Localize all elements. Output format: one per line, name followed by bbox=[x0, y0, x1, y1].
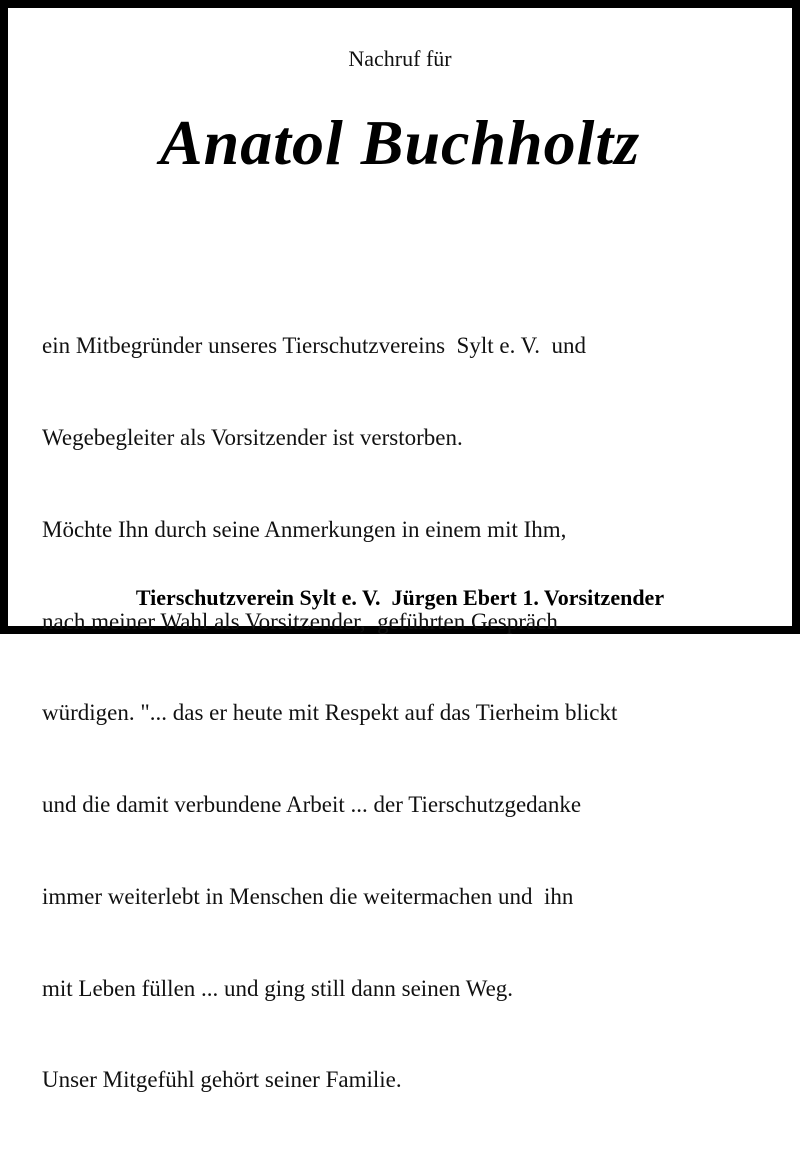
body-line: Möchte Ihn durch seine Anmerkungen in einem mit Ihm, bbox=[42, 516, 567, 542]
body-line: Wegebegleiter als Vorsitzender ist verstorben. bbox=[42, 424, 463, 450]
notice-intro: Nachruf für bbox=[348, 46, 452, 71]
body-line: immer weiterlebt in Menschen die weitermachen und ihn bbox=[42, 883, 574, 909]
body-line: und die damit verbundene Arbeit ... der Tierschutzgedanke bbox=[42, 792, 582, 818]
body-line: mit Leben füllen ... und ging still dann seinen Weg. bbox=[42, 975, 514, 1001]
body-line: würdigen. "... das er heute mit Respekt auf das Tierheim blickt bbox=[42, 700, 618, 726]
body-line: nach meiner Wahl als Vorsitzender, geführten Gespräch bbox=[42, 608, 558, 634]
body-line: Unser Mitgefühl gehört seiner Familie. bbox=[42, 1067, 402, 1093]
deceased-name: Anatol Buchholtz bbox=[159, 107, 641, 178]
body-line: ein Mitbegründer unseres Tierschutzvereins Sylt e. V. und bbox=[42, 333, 587, 359]
signature-line: Tierschutzverein Sylt e. V. Jürgen Ebert 1. Vorsitzender bbox=[135, 585, 665, 610]
notice-body bbox=[42, 270, 782, 1157]
